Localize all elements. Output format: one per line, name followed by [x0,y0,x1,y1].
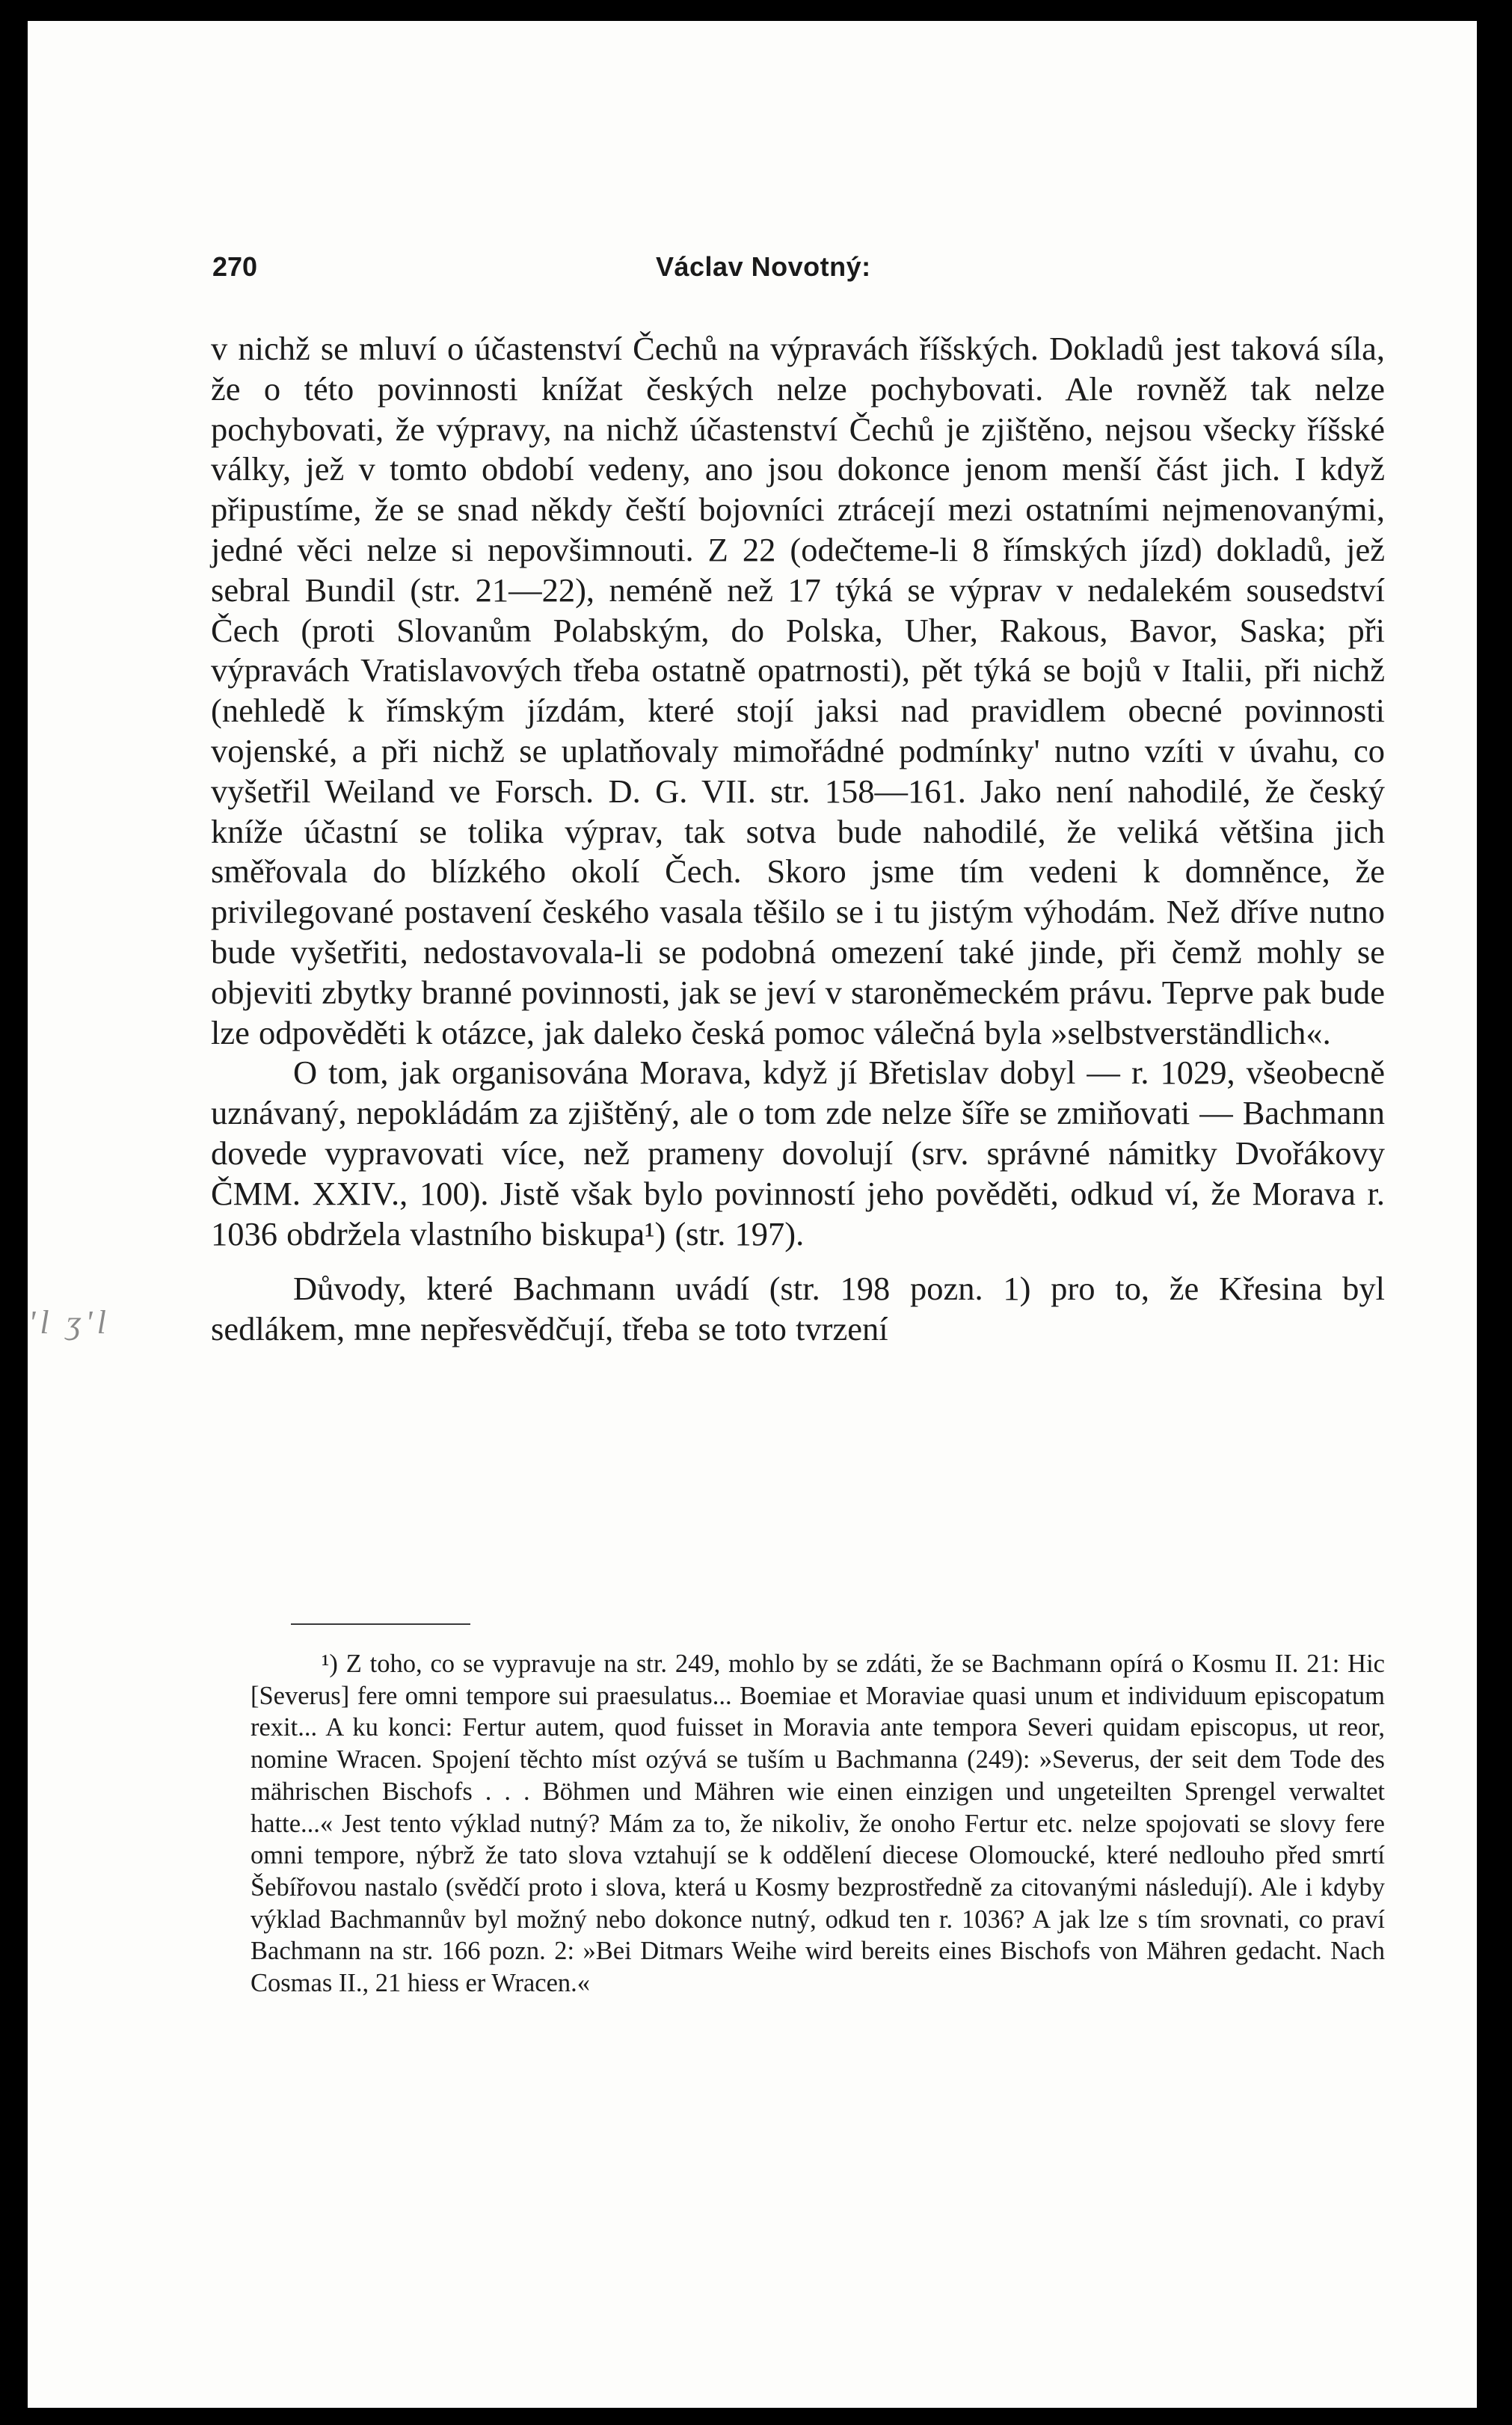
footnote-rule [291,1623,470,1625]
page-header [28,241,1477,293]
paragraph-3: Důvody, které Bachmann uvádí (str. 198 pozn. 1) pro to, že Křesina byl sedlákem, mne nepřesvědčují, třeba se toto tvrzení [211,1270,1385,1348]
page-number: 270 [212,251,258,282]
paragraph-2: O tom, jak organisována Morava, když jí Břetislav dobyl — r. 1029, všeobecně uznávaný, nepokládám za zjištěný, ale o tom zde nelze šíře se zmiňovati — Bachmann dovede vypravovati více, než prameny dovolují (srv. správné námitky Dvořákovy ČMM. XXIV., 100). Jistě však bylo povinností jeho pověděti, odkud ví, že Morava r. 1036 obdržela vlastního biskupa¹) (str. 197). [211,1054,1385,1253]
margin-pencil-mark: 'l ʒ'l [28,1304,111,1341]
main-text [211,329,1385,1350]
book-page [28,21,1477,2408]
paragraph-1: v nichž se mluví o účastenství Čechů na výpravách říšských. Dokladů jest taková síla, že o této povinnosti knížat českých nelze pochybovati. Ale rovněž tak nelze pochybovati, že výpravy, na nichž účastenství Čechů je zjištěno, nejsou všecky říšské války, jež v tomto období vedeny, ano jsou dokonce jenom menší část jich. I když připustíme, že se snad někdy čeští bojovníci ztrácejí mezi ostatními nejmenovanými, jedné věci nelze si nepovšimnouti. Z 22 (odečteme-li 8 římských jízd) dokladů, jež sebral Bundil (str. 21—22), neméně než 17 týká se výprav v nedalekém sousedství Čech (proti Slovanům Polabským, do Polska, Uher, Rakous, Bavor, Saska; při výpravách Vratislavových třeba ostatně opatrnosti), pět týká se bojů v Italii, při nichž (nehledě k římským jízdám, které stojí jaksi nad pravidlem obecné povinnosti vojenské, a při nichž se uplatňovaly mimořádné podmínky' nutno vzíti v úvahu, co vyšetřil Weiland ve Forsch. D. G. VII. str. 158—161. Jako není nahodilé, že český kníže účastní se tolika výprav, tak sotva bude nahodilé, že veliká většina jich směřovala do blízkého okolí Čech. Skoro jsme tím vedeni k domněnce, že privilegované postavení českého vasala těšilo se i tu jistým výhodám. Než dříve nutno bude vyšetřiti, nedostavovala-li se podobná omezení také jinde, při čemž mohly se objeviti zbytky branné povinnosti, jak se jeví v staroněmeckém právu. Teprve pak bude lze odpověděti k otázce, jak daleko česká pomoc válečná byla »selbstverständlich«. [211,330,1385,1051]
footnote-text: ¹) Z toho, co se vypravuje na str. 249, mohlo by se zdáti, že se Bachmann opírá o Kosmu II. 21: Hic [Severus] fere omni tempore sui praesulatus... Boemiae et Moraviae quasi unum et individuum episcopatum rexit... A ku konci: Fertur autem, quod fuisset in Moravia ante tempora Severi quidam episcopus, ut reor, nomine Wracen. Spojení těchto míst ozývá se tuším u Bachmanna (249): »Severus, der seit dem Tode des mährischen Bischofs . . . Böhmen und Mähren wie einen einzigen und ungeteilten Sprengel verwaltet hatte...« Jest tento výklad nutný? Mám za to, že nikoliv, že onoho Fertur etc. nelze spojovati se slovy fere omni tempore, nýbrž že tato slova vztahují se k oddělení diecese Olomoucké, které nedlouho před smrtí Šebířovou nastalo (svědčí proto i slova, která u Kosmy bezprostředně za citovanými následují). Ale i kdyby výklad Bachmannův byl možný nebo dokonce nutný, odkud ten r. 1036? A jak lze s tím srovnati, co praví Bachmann na str. 166 pozn. 2: »Bei Ditmars Weihe wird bereits eines Bischofs von Mähren gedacht. Nach Cosmas II., 21 hiess er Wracen.« [251,1650,1385,1998]
footnote [251,1648,1385,2000]
running-head: Václav Novotný: [656,251,871,282]
